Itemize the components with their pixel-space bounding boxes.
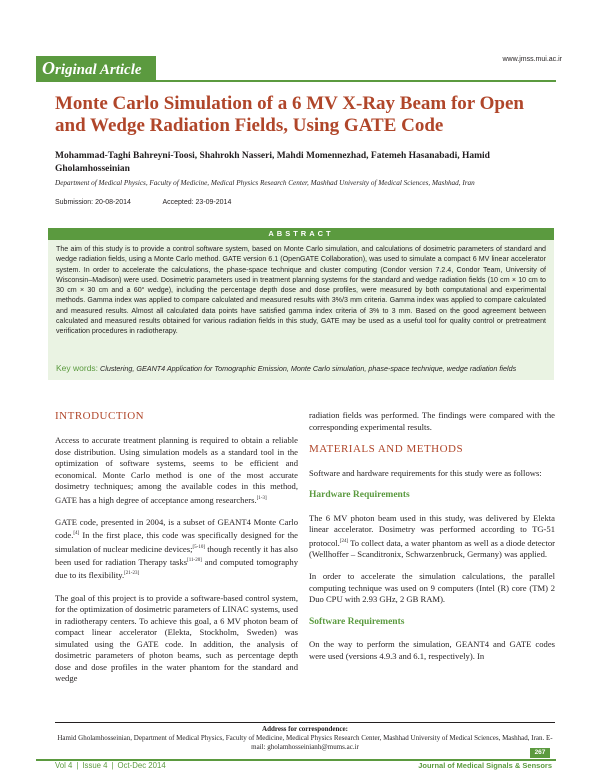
intro-paragraph-2 (55, 517, 298, 582)
section-heading-materials-methods: MATERIALS AND METHODS (309, 443, 464, 455)
section-heading-introduction: INTRODUCTION (55, 410, 145, 422)
methods-paragraph-1: Software and hardware requirements for this study were as follows: (309, 467, 542, 478)
correspondence-rule (55, 722, 555, 723)
abstract-text: The aim of this study is to provide a control software system, based on Monte Carlo simulation, and calculations of dosimetric parameters of standard and wedge radiation fields, using a Monte Carlo method. GATE version 6.1 (OpenGATE Collaboration), was used to simulate a compact 6 MV linear accelerator system. In order to accelerate the calculations, the phase-space technique and cluster computing (Condor version 7.2.4, Condor Team, University of Wisconsin–Madison) were used. Dosimetric parameters used in treatment planning systems for the standard and wedge radiation fields (10 cm × 10 cm to 30 cm × 30 cm and a 60° wedge), including the percentage depth dose and dose profiles, were measured by both computational and experimental methods. Gamma index was applied to compare calculated and measured results with 3%/3 mm criteria. Gamma index was applied to compare calculated and measured results. Almost all calculated data points have satisfied gamma index criteria of 3% to 3 mm. Based on the good agreement between calculated and measured results obtained for various radiation fields in this study, GATE may be used as a useful tool for quality control or pretreatment verification procedures in radiotherapy. (56, 245, 546, 336)
correspondence-title: Address for correspondence: (262, 725, 348, 733)
date-line (55, 199, 261, 206)
page-number: 267 (530, 748, 550, 758)
paper-title: Monte Carlo Simulation of a 6 MV X-Ray Beam for Open and Wedge Radiation Fields, Using GATE Code (55, 93, 524, 136)
methods-paragraph-3: In order to accelerate the simulation calculations, the parallel computing technique was used on 9 computers (Intel (R) core (TM) 2 Duo CPU with 2.93 GHz, 2 GB RAM). (309, 571, 555, 605)
citation[interactable]: [1-3] (256, 495, 267, 501)
intro-paragraph-3: The goal of this project is to provide a software-based control system, for the optimization of dosimetric parameters of LINAC systems, used in radiotherapy centers. To achieve this goal, a 6 MV photon beam of compact linear accelerator (Elekta, Stockholm, Sweden) was simulated using the GATE code. In addition, the analysis of dosimetric parameters of photon beams, such as percentage depth dose and dose profiles in the water phantom for the standard and wedge (55, 592, 298, 684)
submission-date: Submission: 20-08-2014 (55, 199, 131, 206)
subheading-software: Software Requirements (309, 616, 405, 627)
intro-continuation: radiation fields was performed. The findings were compared with the corresponding experimental results. (309, 410, 555, 432)
citation[interactable]: [21-23] (124, 571, 140, 577)
author-list: Mohammad-Taghi Bahreyni-Toosi, Shahrokh Nasseri, Mahdi Momennezhad, Fatemeh Hasanabadi, Hamid Gholamhosseinian (55, 151, 490, 174)
keywords-list: Clustering, GEANT4 Application for Tomographic Emission, Monte Carlo simulation, phase-space technique, wedge radiation fields (100, 364, 517, 373)
citation[interactable]: [4] (73, 531, 80, 537)
left-column (55, 435, 298, 696)
affiliation: Department of Medical Physics, Faculty of Medicine, Medical Physics Research Center, Mashhad University of Medical Sciences, Mashhad, Iran (55, 179, 475, 187)
period: Oct-Dec 2014 (117, 761, 166, 770)
badge-initial: O (42, 58, 55, 78)
issue: Issue 4 (82, 761, 108, 770)
right-column (309, 410, 555, 673)
accepted-date: Accepted: 23-09-2014 (162, 199, 232, 206)
citation[interactable]: [11-20] (187, 558, 202, 564)
methods-p2-text-b: To collect data, a water phantom as well as a diode detector (Wellhoffer – Scanditronix, Schwarzenbruck, Germany) was applied. (309, 537, 555, 559)
abstract-heading: ABSTRACT (48, 228, 554, 240)
header-rule (36, 80, 556, 82)
intro-paragraph-1 (55, 435, 298, 506)
issue-info: Vol 4 | Issue 4 | Oct-Dec 2014 (55, 761, 166, 770)
intro-p2-text-d: and computed tomography due to its flexibility. (55, 556, 298, 581)
keywords (56, 363, 546, 375)
methods-paragraph-2 (309, 513, 555, 561)
volume: Vol 4 (55, 761, 73, 770)
correspondence-block (55, 725, 555, 752)
methods-p2-text-a: The 6 MV photon beam used in this study, was delivered by Elekta linear accelerator. Dosimetry was performed according to TG-51 protocol. (309, 512, 555, 548)
intro-p2-text-a: GATE code, presented in 2004, is a subset of GEANT4 Monte Carlo code. (55, 516, 298, 541)
methods-paragraph-4: On the way to perform the simulation, GEANT4 and GATE codes were used (versions 4.9.3 and 6.1, respectively). In (309, 639, 555, 661)
intro-p2-text-b: In the first place, this code was specifically designed for the simulation of nuclear medicine devices; (55, 530, 298, 554)
intro-p1-text: Access to accurate treatment planning is required to obtain a reliable dose distribution. Using simulation models as a standard tool in the optimization of software systems, seems to be efficient and economical. Monte Carlo method is one of the most accurate dosimetry techniques; among the available codes in this method, GATE has a high degree of acceptance among researchers. (55, 435, 298, 505)
badge-label: riginal Article (55, 62, 142, 78)
citation[interactable]: [24] (339, 538, 349, 544)
intro-p2-text-c: though recently it has also been used for radiation Therapy tasks (55, 543, 298, 567)
journal-url[interactable]: www.jmss.mui.ac.ir (502, 56, 562, 63)
article-type-badge (36, 56, 156, 80)
citation[interactable]: [5-10] (192, 544, 205, 550)
correspondence-text: Hamid Gholamhosseinian, Department of Medical Physics, Faculty of Medicine, Medical Physics Research Center, Mashhad University of Medical Sciences, Mashhad, Iran. E-mail: gholamhosseinianh@mums.ac.ir (57, 734, 553, 751)
journal-name: Journal of Medical Signals & Sensors (418, 761, 552, 770)
subheading-hardware: Hardware Requirements (309, 490, 410, 500)
keywords-label: Key words: (56, 363, 99, 373)
